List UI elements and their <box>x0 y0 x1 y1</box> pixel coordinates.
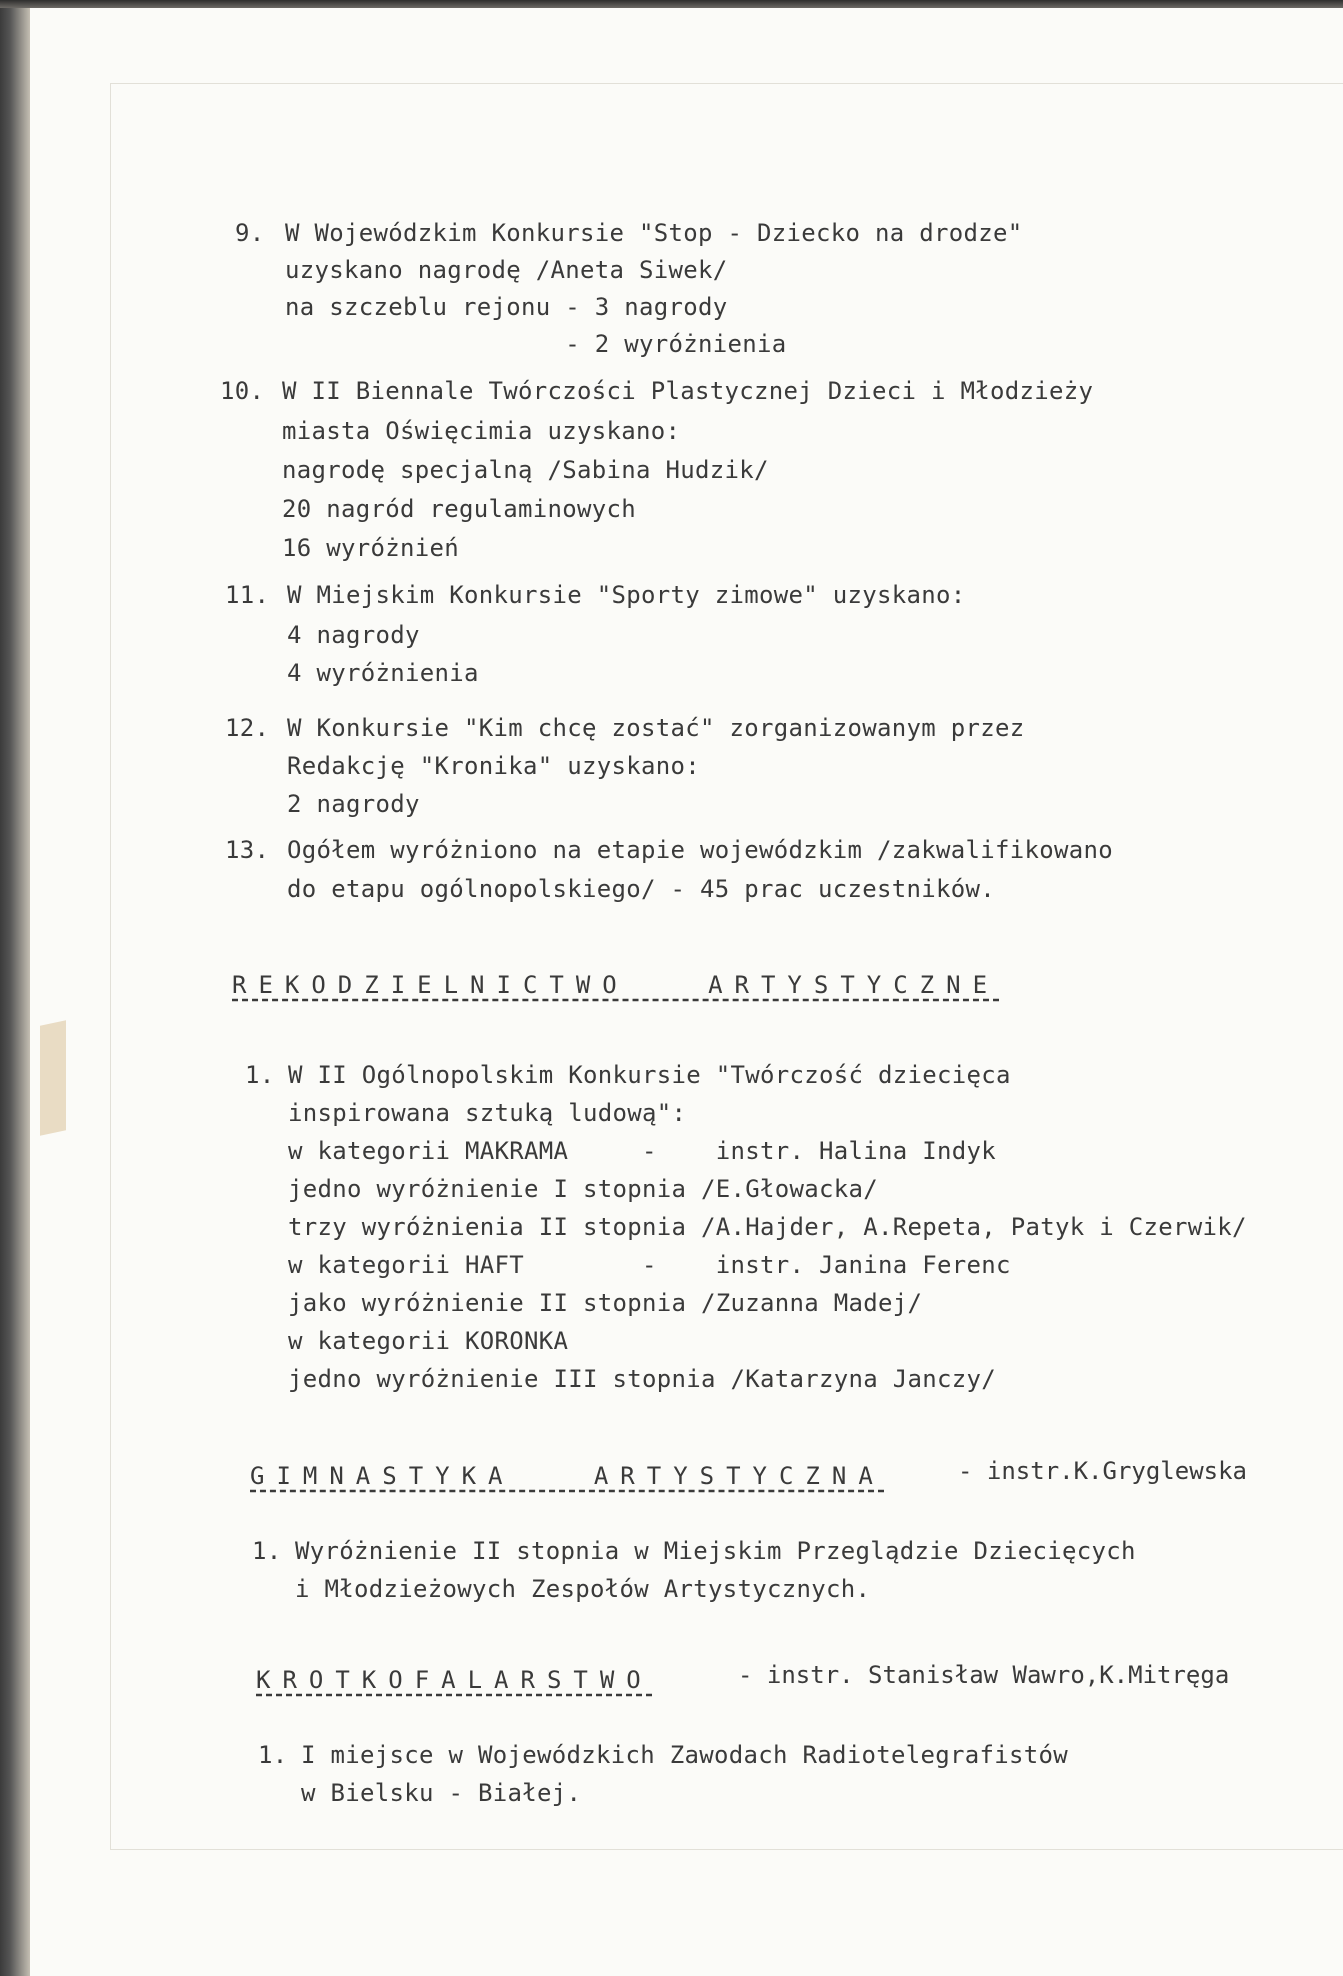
section-heading-gimnastyka: GIMNASTYKA ARTYSTYCZNA <box>250 1462 885 1490</box>
item-text: trzy wyróżnienia II stopnia /A.Hajder, A.Repeta, Patyk i Czerwik/ <box>288 1213 1247 1241</box>
item-text: i Młodzieżowych Zespołów Artystycznych. <box>295 1575 871 1603</box>
item-text: w kategorii MAKRAMA - instr. Halina Indyk <box>288 1137 996 1165</box>
item-text: W II Biennale Twórczości Plastycznej Dzieci i Młodzieży <box>282 377 1094 405</box>
item-text: miasta Oświęcimia uzyskano: <box>282 417 681 445</box>
item-text: W II Ogólnopolskim Konkursie "Twórczość dziecięca <box>288 1061 1011 1089</box>
list-item <box>225 713 1024 743</box>
section-heading-krotkofalarstwo: KROTKOFALARSTWO <box>256 1666 653 1694</box>
item-text: - 2 wyróżnienia <box>285 330 787 358</box>
item-number: 12. <box>225 714 270 742</box>
list-item <box>258 1740 1068 1770</box>
item-text: w Bielsku - Białej. <box>301 1779 582 1807</box>
item-text: Wyróżnienie II stopnia w Miejskim Przeglądzie Dziecięcych <box>295 1537 1136 1565</box>
document-page <box>30 8 1343 1976</box>
list-item <box>252 1536 1136 1566</box>
item-text: 20 nagród regulaminowych <box>282 495 636 523</box>
item-text: w kategorii HAFT - instr. Janina Ferenc <box>288 1251 1011 1279</box>
list-item <box>235 218 1022 248</box>
list-item <box>225 835 1113 865</box>
binding-edge <box>0 0 32 1976</box>
list-item <box>245 1060 1011 1090</box>
item-text: W Miejskim Konkursie "Sporty zimowe" uzyskano: <box>287 581 966 609</box>
item-text: 4 nagrody <box>287 621 420 649</box>
item-text: do etapu ogólnopolskiego/ - 45 prac uczestników. <box>287 875 995 903</box>
item-text: I miejsce w Wojewódzkich Zawodach Radiotelegrafistów <box>301 1741 1068 1769</box>
section-heading-rekodzielnictwo: REKODZIELNICTWO ARTYSTYCZNE <box>232 971 1000 999</box>
item-text: 16 wyróżnień <box>282 534 459 562</box>
section-heading-tail: - instr.K.Gryglewska <box>958 1457 1247 1485</box>
item-text: W Konkursie "Kim chcę zostać" zorganizowanym przez <box>287 714 1025 742</box>
item-number: 11. <box>225 581 270 609</box>
item-number: 1. <box>245 1061 275 1089</box>
list-item <box>225 580 965 610</box>
item-text: na szczeblu rejonu - 3 nagrody <box>285 293 728 321</box>
item-number: 1. <box>258 1741 288 1769</box>
item-text: Ogółem wyróżniono na etapie wojewódzkim /zakwalifikowano <box>287 836 1113 864</box>
item-text: jedno wyróżnienie I stopnia /E.Głowacka/ <box>288 1175 878 1203</box>
item-text: 2 nagrody <box>287 790 420 818</box>
item-text: uzyskano nagrodę /Aneta Siwek/ <box>285 256 728 284</box>
item-text: 4 wyróżnienia <box>287 659 479 687</box>
section-heading-tail: - instr. Stanisław Wawro,K.Mitręga <box>738 1661 1230 1689</box>
item-text: Redakcję "Kronika" uzyskano: <box>287 752 700 780</box>
item-number: 9. <box>235 219 265 247</box>
item-text: W Wojewódzkim Konkursie "Stop - Dziecko na drodze" <box>285 219 1023 247</box>
item-number: 10. <box>220 377 265 405</box>
item-text: nagrodę specjalną /Sabina Hudzik/ <box>282 456 769 484</box>
item-text: w kategorii KORONKA <box>288 1327 569 1355</box>
item-text: jedno wyróżnienie III stopnia /Katarzyna Janczy/ <box>288 1365 996 1393</box>
list-item <box>220 376 1093 406</box>
item-text: jako wyróżnienie II stopnia /Zuzanna Madej/ <box>288 1289 923 1317</box>
item-number: 1. <box>252 1537 282 1565</box>
binding-top-edge <box>0 0 1343 8</box>
item-text: inspirowana sztuką ludową": <box>288 1099 687 1127</box>
tape-remnant <box>40 1020 66 1136</box>
item-number: 13. <box>225 836 270 864</box>
